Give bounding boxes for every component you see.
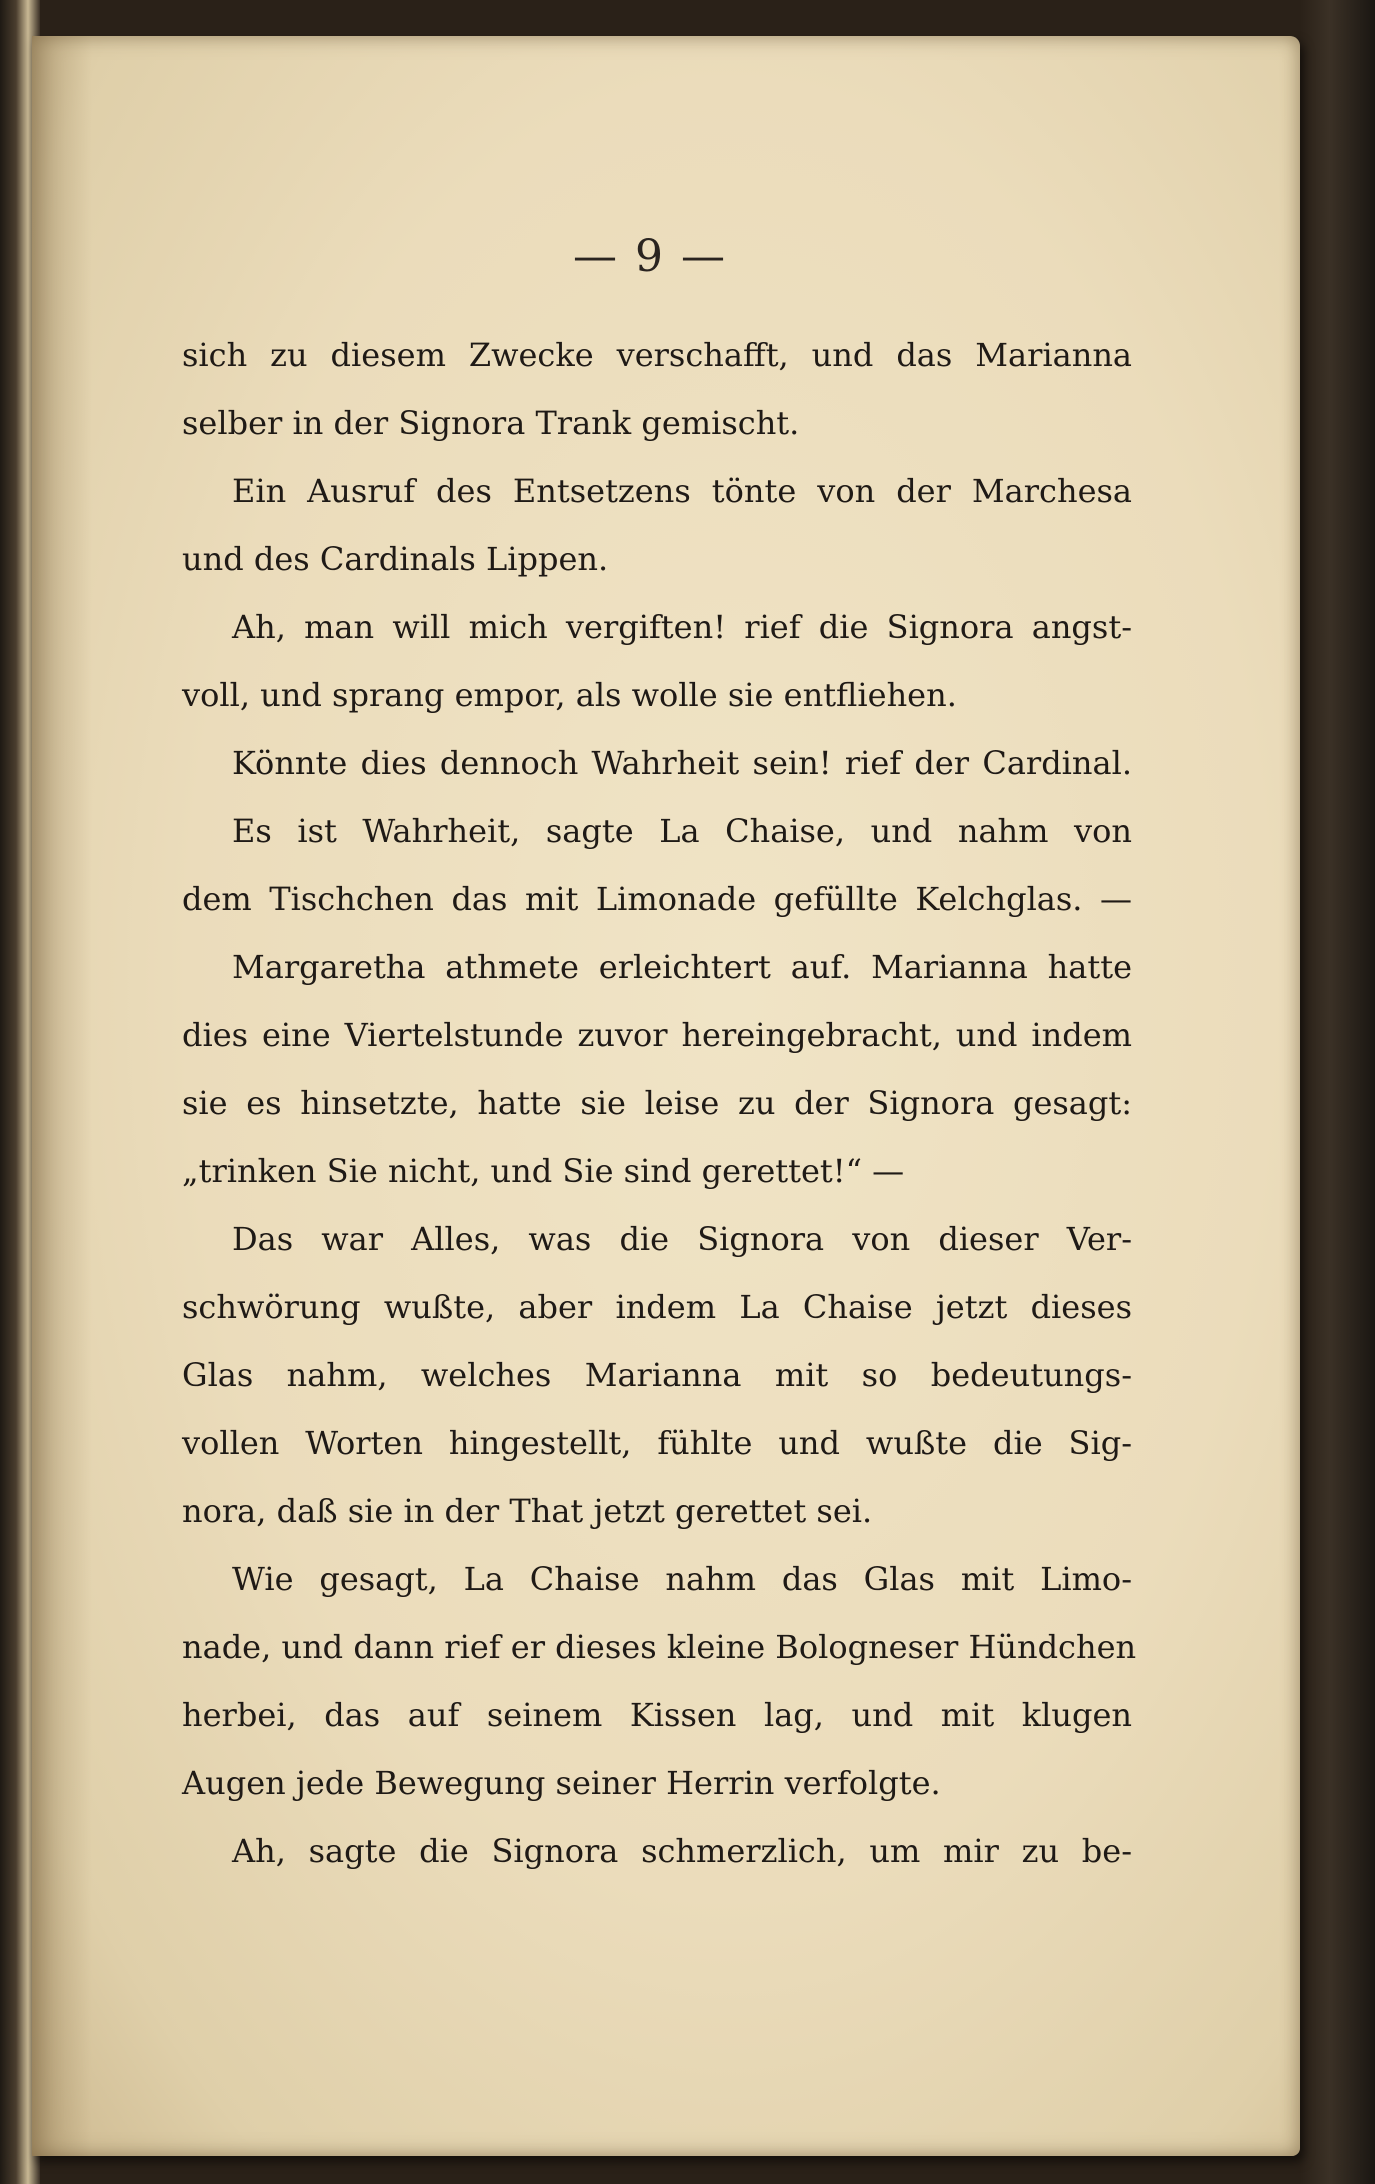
text-line: dies eine Viertelstunde zuvor hereingebracht, und indem — [182, 1016, 1132, 1054]
text-line: schwörung wußte, aber indem La Chaise jetzt dieses — [182, 1288, 1132, 1326]
text-line: nora, daß sie in der That jetzt gerettet sei. — [182, 1492, 873, 1530]
text-line: Wie gesagt, La Chaise nahm das Glas mit Limo- — [232, 1560, 1132, 1598]
text-line: Es ist Wahrheit, sagte La Chaise, und nahm von — [232, 812, 1132, 850]
page-sheet — [32, 36, 1300, 2156]
text-line: „trinken Sie nicht, und Sie sind gerettet!“ — — [182, 1152, 905, 1190]
text-line: vollen Worten hingestellt, fühlte und wußte die Sig- — [182, 1424, 1132, 1462]
text-line: Könnte dies dennoch Wahrheit sein! rief der Cardinal. — [232, 744, 1132, 782]
text-line: sich zu diesem Zwecke verschafft, und das Marianna — [182, 336, 1132, 374]
gutter-shadow — [32, 36, 92, 2156]
text-line: herbei, das auf seinem Kissen lag, und mit klugen — [182, 1696, 1132, 1734]
text-line: selber in der Signora Trank gemischt. — [182, 404, 800, 442]
text-line: sie es hinsetzte, hatte sie leise zu der Signora gesagt: — [182, 1084, 1132, 1122]
text-line: Ein Ausruf des Entsetzens tönte von der Marchesa — [232, 472, 1132, 510]
text-line: und des Cardinals Lippen. — [182, 540, 609, 578]
body-text — [182, 321, 1137, 1885]
page-number: — 9 — — [573, 231, 727, 282]
text-line: Margaretha athmete erleichtert auf. Marianna hatte — [232, 948, 1132, 986]
text-line: Augen jede Bewegung seiner Herrin verfolgte. — [182, 1764, 941, 1802]
text-line: voll, und sprang empor, als wolle sie entfliehen. — [182, 676, 957, 714]
text-line: nade, und dann rief er dieses kleine Bologneser Hündchen — [182, 1628, 1137, 1666]
text-line: Das war Alles, was die Signora von dieser Ver- — [232, 1220, 1132, 1258]
text-line: Ah, man will mich vergiften! rief die Signora angst- — [232, 608, 1132, 646]
text-line: dem Tischchen das mit Limonade gefüllte Kelchglas. — — [182, 880, 1132, 918]
text-line: Ah, sagte die Signora schmerzlich, um mir zu be- — [232, 1832, 1132, 1870]
text-line: Glas nahm, welches Marianna mit so bedeutungs- — [182, 1356, 1132, 1394]
